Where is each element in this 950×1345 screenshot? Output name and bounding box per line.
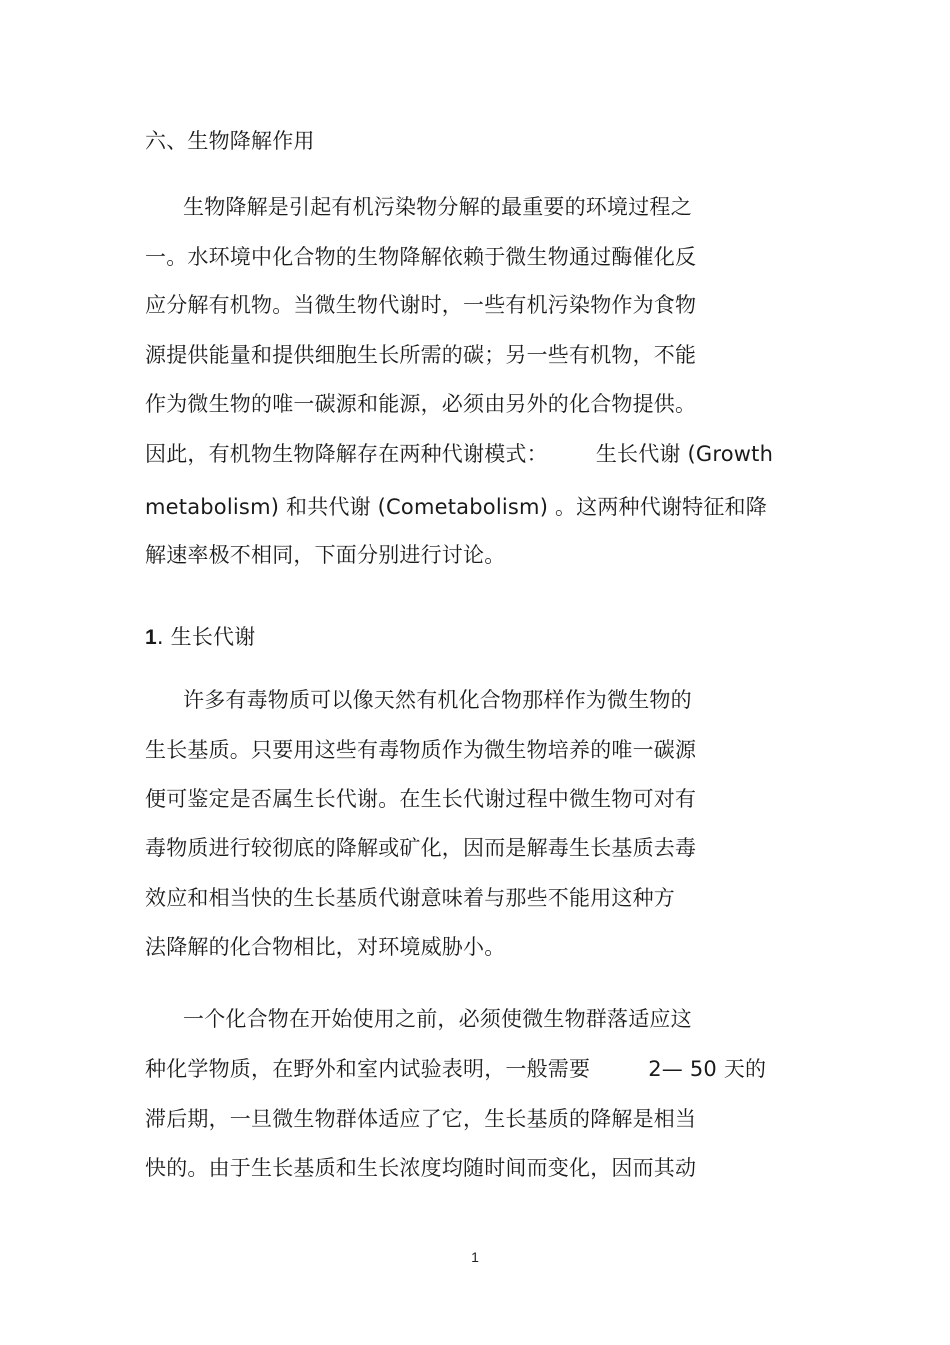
subheading-number: 1 [145,626,157,649]
paragraph-line [145,1054,766,1084]
paragraph-line-part: 种化学物质，在野外和室内试验表明，一般需要 [145,1057,591,1081]
paragraph-line: metabolism) 和共代谢 (Cometabolism) 。这两种代谢特征和降 [145,495,767,519]
paragraph-line: 许多有毒物质可以像天然有机化合物那样作为微生物的 [183,688,692,712]
paragraph-line-part: 因此，有机物生物降解存在两种代谢模式： [145,442,548,466]
paragraph-line-part: 2— 50 天的 [648,1057,767,1081]
paragraph-line: 法降解的化合物相比，对环境威胁小。 [145,935,506,959]
paragraph-line: 生物降解是引起有机污染物分解的最重要的环境过程之 [183,195,692,219]
paragraph-line: 解速率极不相同，下面分别进行讨论。 [145,543,506,567]
paragraph-line: 一。水环境中化合物的生物降解依赖于微生物通过酶催化反 [145,245,697,269]
paragraph-line: 效应和相当快的生长基质代谢意味着与那些不能用这种方 [145,886,675,910]
paragraph-line: 应分解有机物。当微生物代谢时，一些有机污染物作为食物 [145,293,697,317]
paragraph-line: 快的。由于生长基质和生长浓度均随时间而变化，因而其动 [145,1156,697,1180]
paragraph-line [145,439,773,469]
paragraph-line: 作为微生物的唯一碳源和能源，必须由另外的化合物提供。 [145,392,697,416]
section-heading: 六、生物降解作用 [145,129,315,153]
paragraph-line: 便可鉴定是否属生长代谢。在生长代谢过程中微生物可对有 [145,787,697,811]
paragraph-line: 滞后期，一旦微生物群体适应了它，生长基质的降解是相当 [145,1107,697,1131]
subheading [145,622,255,653]
paragraph-line: 一个化合物在开始使用之前，必须使微生物群落适应这 [183,1007,692,1031]
paragraph-line: 毒物质进行较彻底的降解或矿化，因而是解毒生长基质去毒 [145,836,697,860]
paragraph-line: 生长基质。只要用这些有毒物质作为微生物培养的唯一碳源 [145,738,697,762]
page-number: 1 [471,1249,479,1265]
subheading-title: . 生长代谢 [156,625,256,649]
paragraph-line-part: 生长代谢 (Growth [595,442,774,466]
paragraph-line: 源提供能量和提供细胞生长所需的碳；另一些有机物，不能 [145,343,697,367]
